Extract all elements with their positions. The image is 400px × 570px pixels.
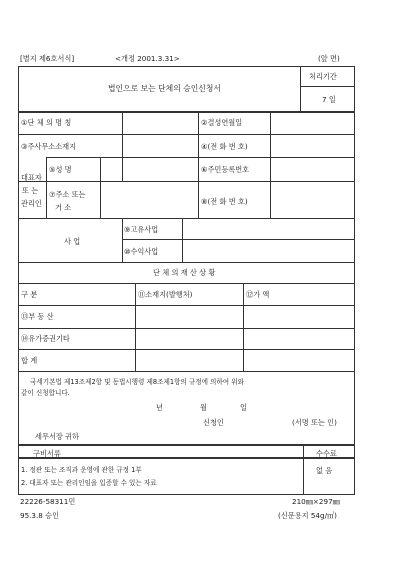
phone-field-2[interactable]	[272, 183, 353, 216]
rep-address-label-1: ⑦주소 또는	[49, 190, 86, 199]
declaration-line-1: 국세기본법 제13조제2항 및 동법시행령 제8조제1항의 규정에 의하여 위와	[30, 378, 244, 386]
representative-label-3: 관리인	[21, 199, 42, 208]
securities-location-field[interactable]	[137, 330, 241, 347]
date-month-label: 월	[200, 403, 207, 412]
form-title: 법인으로 보는 단체의 승인신청서	[108, 84, 221, 93]
securities-value-field[interactable]	[245, 330, 353, 347]
phone-field-1[interactable]	[272, 136, 353, 155]
processing-period-label: 처리기간	[309, 72, 337, 81]
org-name-label: ①단 체 의 명 칭	[21, 118, 72, 127]
total-value-field[interactable]	[245, 351, 353, 369]
assets-heading: 단 체 의 재 산 상 황	[153, 268, 216, 277]
applicant-name-field[interactable]	[236, 414, 286, 428]
paper-type: (신문용지 54g/㎡)	[278, 511, 337, 520]
real-estate-value-field[interactable]	[245, 307, 353, 326]
attachment-item-2: 2. 대표자 또는 관리인임을 입증할 수 있는 자료	[21, 479, 157, 487]
main-business-field[interactable]	[184, 220, 353, 238]
rep-id-field[interactable]	[272, 159, 353, 179]
phone-label-2: ⑧(전 화 번 호)	[201, 197, 248, 206]
approval-date: 95.3.8 승인	[20, 511, 60, 520]
real-estate-location-field[interactable]	[137, 307, 241, 326]
total-location-field[interactable]	[137, 351, 241, 369]
founded-date-field[interactable]	[272, 113, 353, 132]
assets-row-total: 합 계	[21, 356, 38, 365]
date-day-label: 일	[240, 403, 247, 412]
fee-label: 수수료	[316, 449, 337, 458]
founded-date-label: ②결성연월일	[201, 118, 243, 127]
rep-id-label: ⑥주민등록번호	[201, 165, 250, 174]
profit-business-label: ⑩수익사업	[124, 247, 159, 256]
addressee-label: 세무서장 귀하	[35, 432, 79, 441]
fee-value: 없 음	[316, 466, 333, 475]
office-address-field[interactable]	[124, 136, 196, 155]
declaration-line-2: 같이 신청합니다.	[21, 389, 70, 397]
rep-address-label-2: 거 소	[55, 203, 72, 212]
rep-name-field[interactable]	[102, 159, 196, 179]
page-side: (앞 면)	[318, 54, 340, 63]
office-address-label: ③주사무소소재지	[21, 142, 77, 151]
assets-col-location: ⑪소재지(발행처)	[138, 290, 193, 299]
org-name-field[interactable]	[124, 113, 196, 132]
date-year-label: 년	[156, 403, 163, 412]
paper-size: 210㎜×297㎜	[292, 497, 340, 506]
revision-date: <개정 2001.3.31>	[115, 54, 180, 63]
representative-label-2: 또 는	[22, 186, 39, 195]
main-business-label: ⑨고유사업	[124, 225, 159, 234]
profit-business-field[interactable]	[184, 241, 353, 260]
business-label: 사 업	[64, 237, 81, 246]
rep-address-field[interactable]	[102, 183, 196, 216]
phone-label-1: ④(전 화 번 호)	[201, 142, 248, 151]
signature-label: (서명 또는 인)	[292, 418, 337, 427]
assets-row-real-estate: ⑬부 동 산	[21, 312, 54, 321]
attachment-item-1: 1. 정관 또는 조직과 운영에 관한 규정 1부	[21, 466, 142, 474]
processing-period-value: 7 일	[322, 95, 336, 104]
assets-col-category: 구 분	[21, 290, 38, 299]
rep-name-label: ⑤성 명	[49, 165, 72, 174]
assets-row-securities: ⑭유가증권기타	[21, 334, 70, 343]
assets-col-value: ⑫가 액	[246, 290, 270, 299]
form-number: [별지 제6호서식]	[20, 54, 75, 63]
applicant-label: 신청인	[203, 418, 224, 427]
representative-label-1: 대표자	[21, 173, 42, 182]
form-code: 22226-58311민	[20, 497, 76, 506]
attachments-label: 구비서류	[33, 449, 61, 458]
